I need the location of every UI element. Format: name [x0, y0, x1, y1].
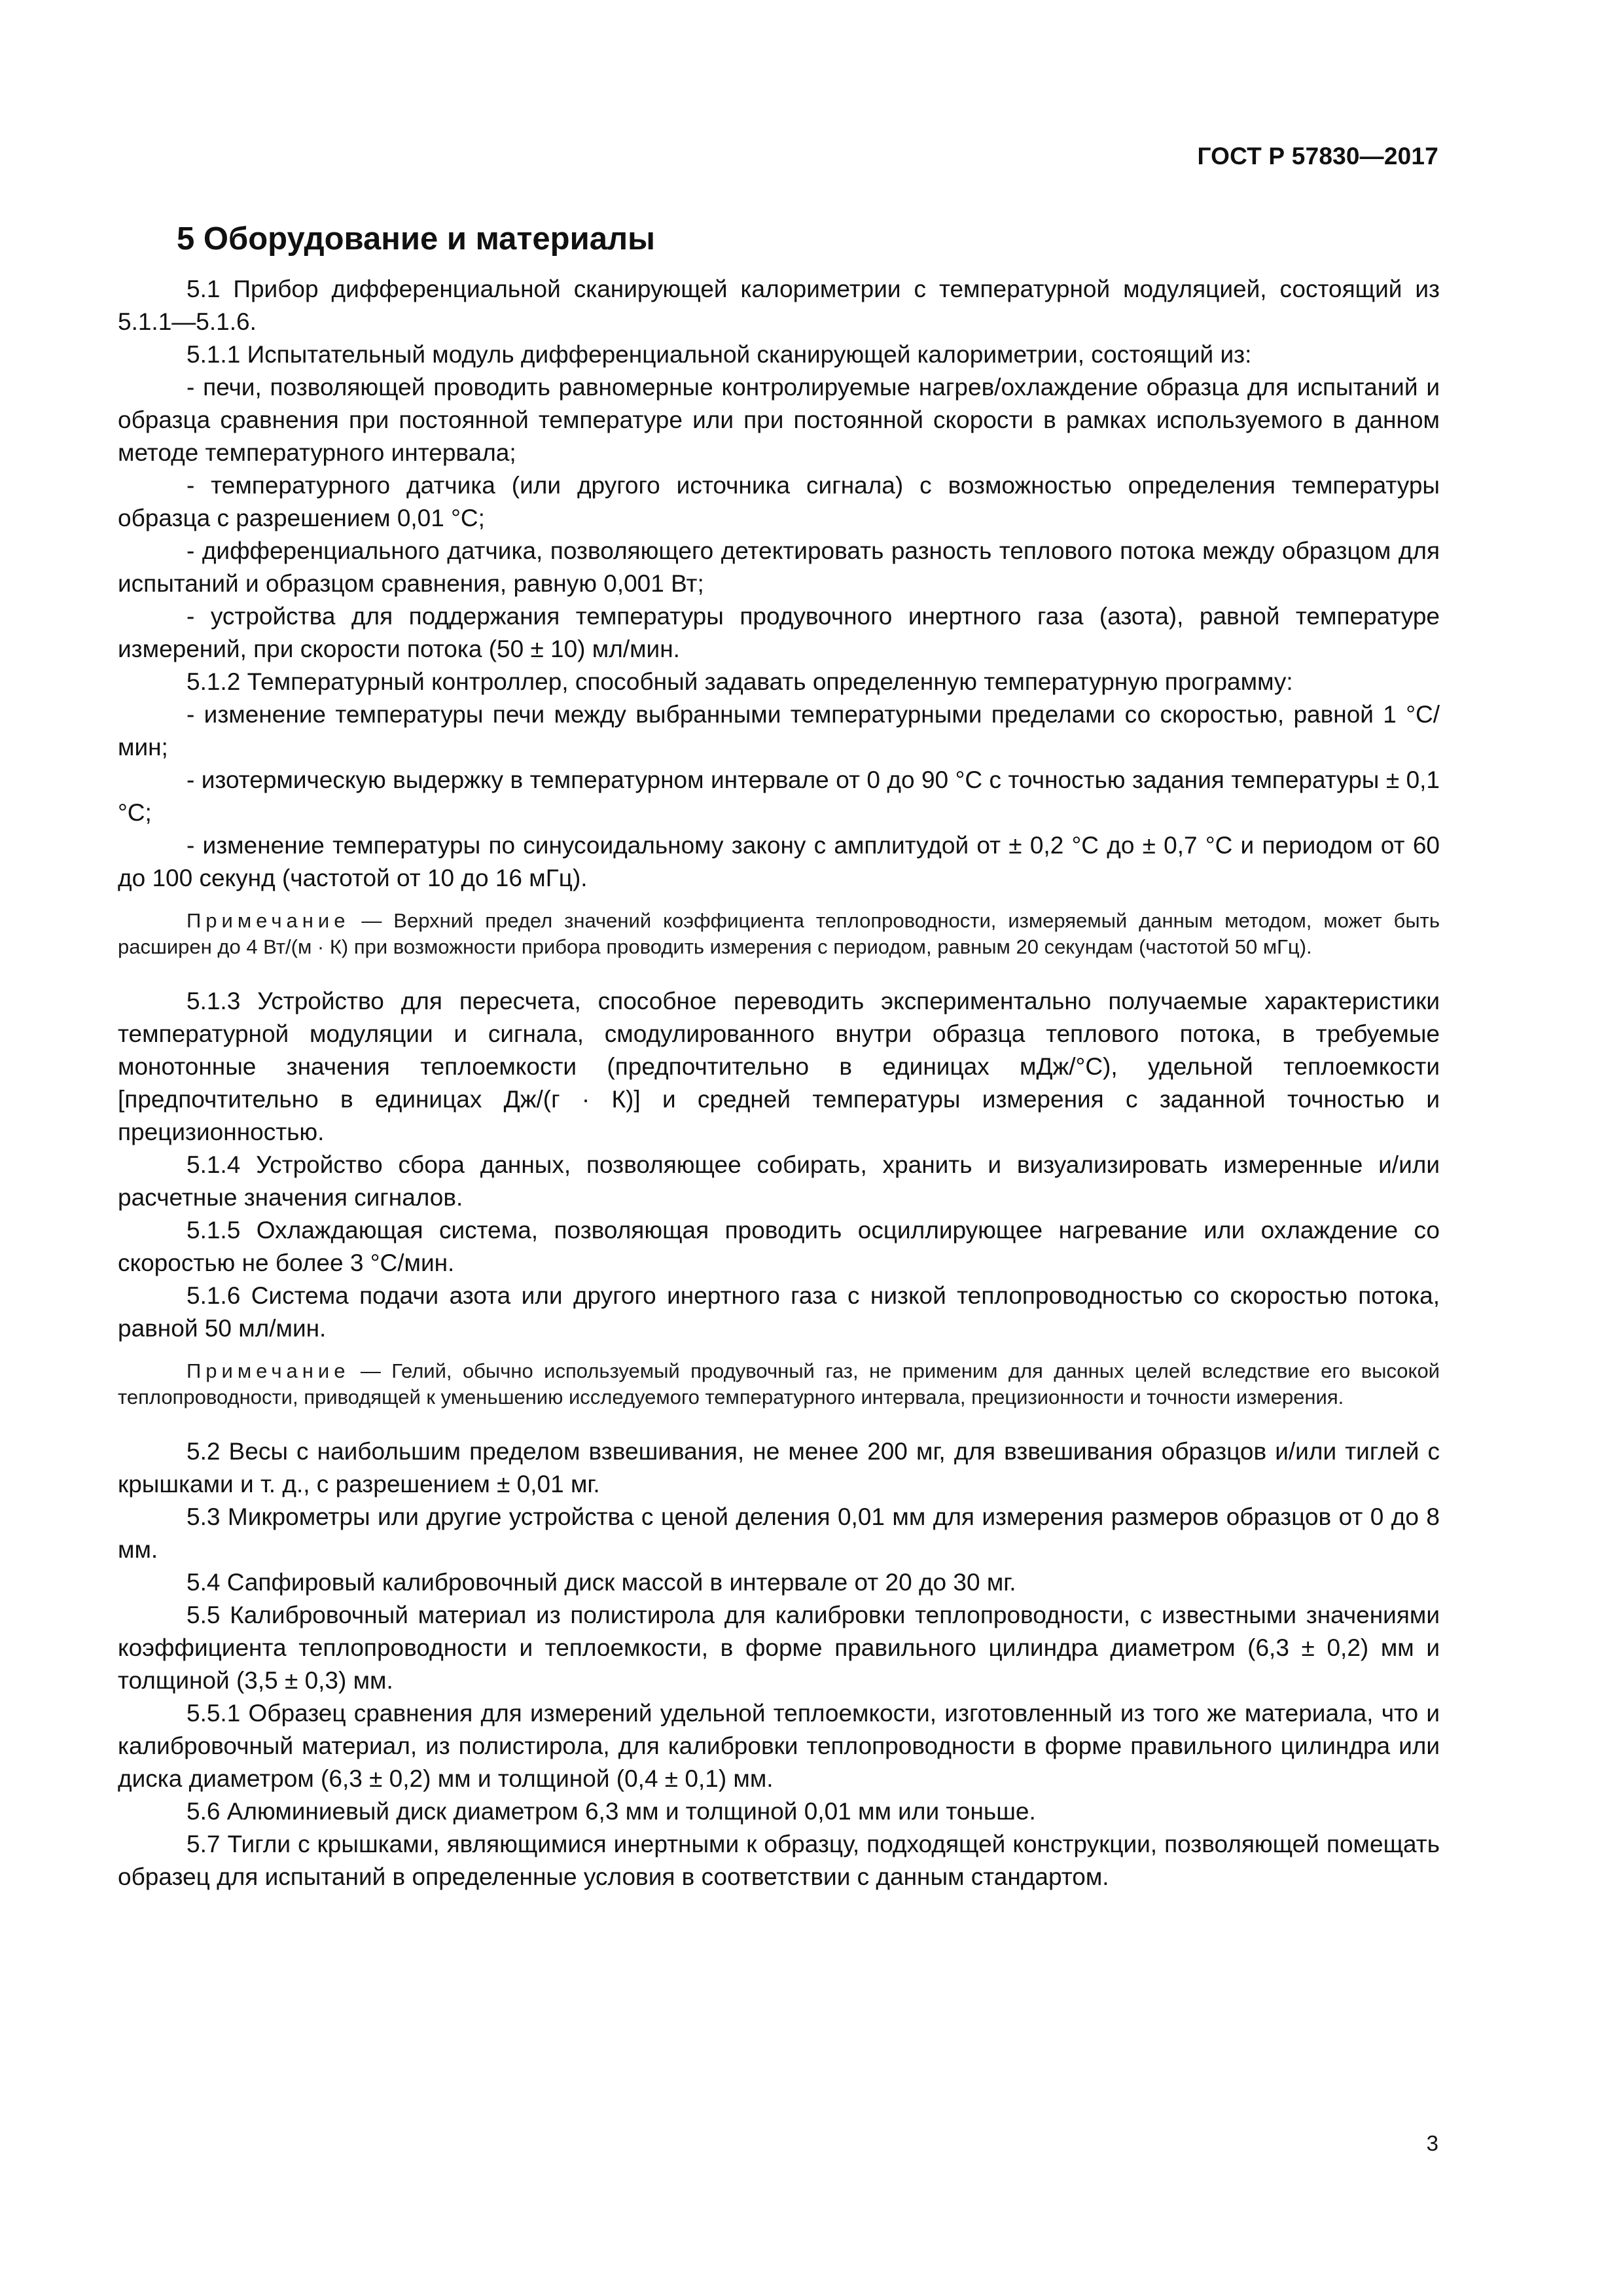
paragraph-5-6: 5.6 Алюминиевый диск диаметром 6,3 мм и толщиной 0,01 мм или тоньше.	[187, 1797, 1036, 1825]
paragraph-5-3: 5.3 Микрометры или другие устройства с ценой деления 0,01 мм для измерения размеров образцов от 0 до 8 мм.	[118, 1503, 1440, 1563]
note-text: — Верхний предел значений коэффициента теплопроводности, измеряемый данным методом, может быть расширен до 4 Вт/(м · К) при возможности прибора проводить измерения с периодом, равным 20 секундам (частотой 50 мГц).	[118, 908, 1440, 958]
paragraph-5-1-4: 5.1.4 Устройство сбора данных, позволяющее собирать, хранить и визуализировать измеренные и/или расчетные значения сигналов.	[118, 1151, 1440, 1211]
paragraph-5-1-5: 5.1.5 Охлаждающая система, позволяющая проводить осциллирующее нагревание или охлаждение со скоростью не более 3 °С/мин.	[118, 1216, 1440, 1276]
document-code: ГОСТ Р 57830—2017	[1197, 143, 1438, 170]
paragraph-5-7: 5.7 Тигли с крышками, являющимися инертными к образцу, подходящей конструкции, позволяющей помещать образец для испытаний в определенные условия в соответствии с данным стандартом.	[118, 1830, 1440, 1890]
list-item: - температурного датчика (или другого источника сигнала) с возможностью определения температуры образца с разрешением 0,01 °С;	[118, 471, 1440, 531]
list-item: - дифференциального датчика, позволяющего детектировать разность теплового потока между образцом для испытаний и образцом сравнения, равную 0,001 Вт;	[118, 537, 1440, 597]
list-item: - изменение температуры по синусоидальному закону с амплитудой от ± 0,2 °С до ± 0,7 °С и периодом от 60 до 100 секунд (частотой от 10 до 16 мГц).	[118, 831, 1440, 891]
list-item: - изменение температуры печи между выбранными температурными пределами со скоростью, равной 1 °С/мин;	[118, 700, 1440, 761]
paragraph-5-1: 5.1 Прибор дифференциальной сканирующей калориметрии с температурной модуляцией, состоящий из 5.1.1—5.1.6.	[118, 275, 1440, 335]
paragraph-5-5: 5.5 Калибровочный материал из полистирола для калибровки теплопроводности, с известными значениями коэффициента теплопроводности и теплоемкости, в форме правильного цилиндра диаметром (6,3 ± 0,2) мм и толщиной (3,5 ± 0,3) мм.	[118, 1601, 1440, 1694]
paragraph-5-1-3: 5.1.3 Устройство для пересчета, способное переводить экспериментально получаемые характеристики температурной модуляции и сигнала, смодулированного внутри образца теплового потока, в требуемые монотонные значения теплоемкости (предпочтительно в единицах мДж/°С), удельной теплоемкости [предпочтительно в единицах Дж/(г · К)] и средней температуры измерения с заданной точностью и прецизионностью.	[118, 987, 1440, 1145]
page-number: 3	[1426, 2131, 1438, 2155]
note-label: Примечание	[187, 908, 350, 932]
page-content	[118, 220, 1440, 1893]
list-item: - изотермическую выдержку в температурном интервале от 0 до 90 °С с точностью задания температуры ± 0,1 °С;	[118, 766, 1440, 826]
list-item: - устройства для поддержания температуры продувочного инертного газа (азота), равной температуре измерений, при скорости потока (50 ± 10) мл/мин.	[118, 602, 1440, 662]
section-title: 5 Оборудование и материалы	[177, 221, 655, 257]
paragraph-5-1-2: 5.1.2 Температурный контроллер, способный задавать определенную температурную программу:	[187, 668, 1293, 695]
list-item: - печи, позволяющей проводить равномерные контролируемые нагрев/охлаждение образца для испытаний и образца сравнения при постоянной температуре или при постоянной скорости в рамках используемого в данном методе температурного интервала;	[118, 373, 1440, 466]
note-1	[118, 908, 1440, 960]
paragraph-5-1-6: 5.1.6 Система подачи азота или другого инертного газа с низкой теплопроводностью со скоростью потока, равной 50 мл/мин.	[118, 1282, 1440, 1342]
paragraph-5-2: 5.2 Весы с наибольшим пределом взвешивания, не менее 200 мг, для взвешивания образцов и/или тиглей с крышками и т. д., с разрешением ± 0,01 мг.	[118, 1437, 1440, 1498]
note-label: Примечание	[187, 1359, 350, 1382]
note-text: — Гелий, обычно используемый продувочный газ, не применим для данных целей вследствие его высокой теплопроводности, приводящей к уменьшению исследуемого температурного интервала, прецизионности и точности измерения.	[118, 1359, 1440, 1408]
paragraph-5-5-1: 5.5.1 Образец сравнения для измерений удельной теплоемкости, изготовленный из того же материала, что и калибровочный материал, из полистирола, для калибровки теплопроводности в форме правильного цилиндра или диска диаметром (6,3 ± 0,2) мм и толщиной (0,4 ± 0,1) мм.	[118, 1699, 1440, 1792]
paragraph-5-4: 5.4 Сапфировый калибровочный диск массой в интервале от 20 до 30 мг.	[187, 1568, 1016, 1596]
paragraph-5-1-1: 5.1.1 Испытательный модуль дифференциальной сканирующей калориметрии, состоящий из:	[187, 340, 1252, 368]
note-2	[118, 1358, 1440, 1410]
